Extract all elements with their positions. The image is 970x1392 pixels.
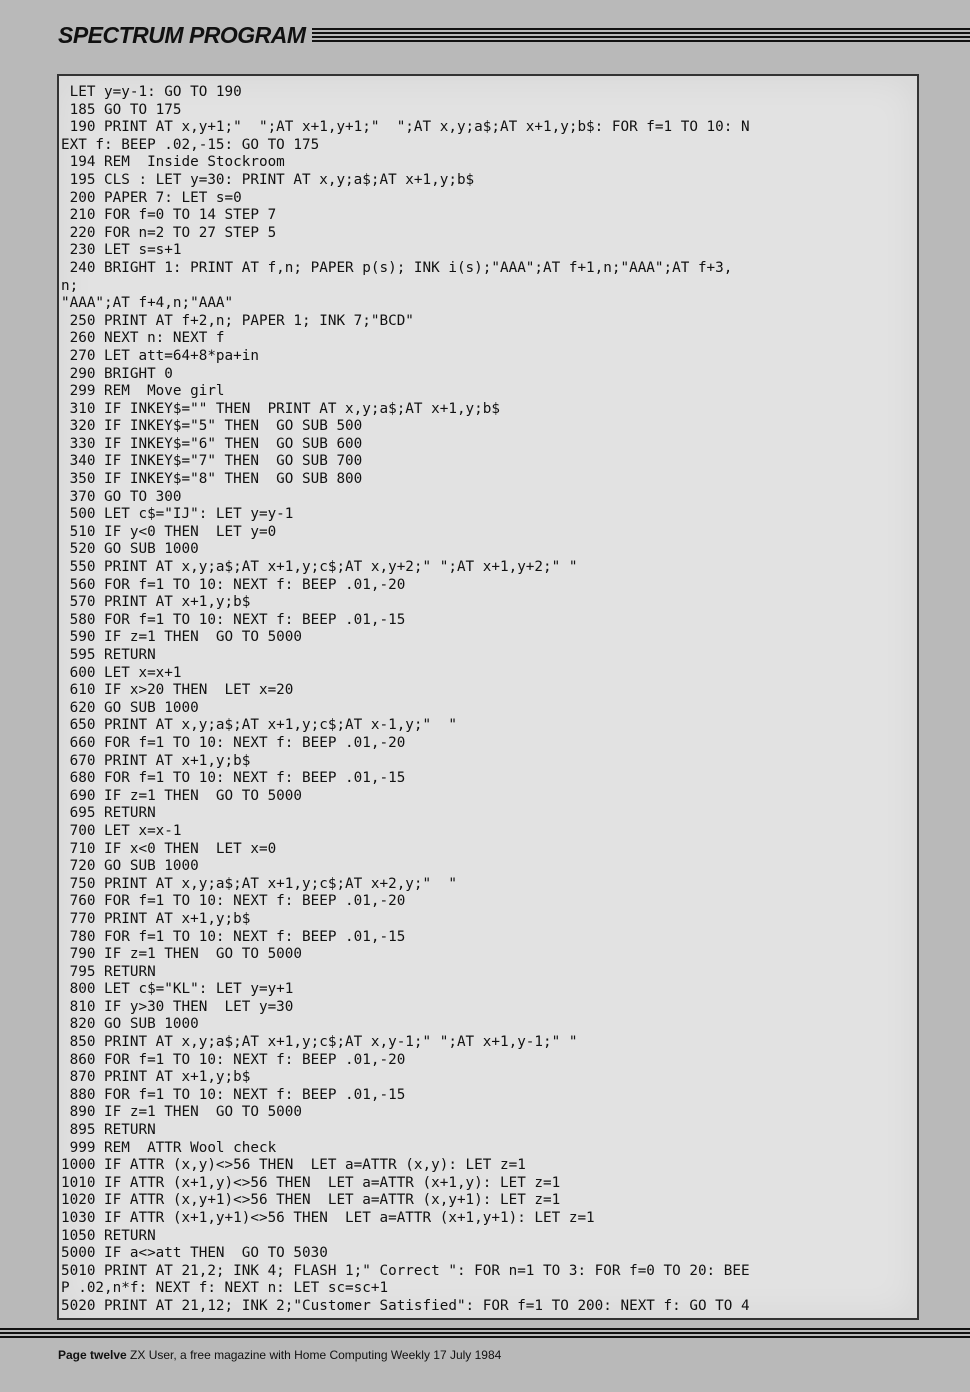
header-rule <box>312 28 970 42</box>
code-line: 795 RETURN <box>61 963 156 980</box>
footer-credit: ZX User, a free magazine with Home Computing Weekly 17 July 1984 <box>130 1348 502 1362</box>
program-listing-box <box>57 74 919 1320</box>
code-line: 220 FOR n=2 TO 27 STEP 5 <box>61 224 277 241</box>
code-line: 330 IF INKEY$="6" THEN GO SUB 600 <box>61 435 363 452</box>
footer-text <box>58 1348 501 1362</box>
code-line: 810 IF y>30 THEN LET y=30 <box>61 998 294 1015</box>
code-line: 720 GO SUB 1000 <box>61 858 199 875</box>
code-line: 700 LET x=x-1 <box>61 822 182 839</box>
code-line: EXT f: BEEP .02,-15: GO TO 175 <box>61 136 320 153</box>
code-line: 250 PRINT AT f+2,n; PAPER 1; INK 7;"BCD" <box>61 312 414 329</box>
code-line: 550 PRINT AT x,y;a$;AT x+1,y;c$;AT x,y+2;" ";AT x+1,y+2;" " <box>61 559 578 576</box>
footer-rule <box>0 1328 970 1338</box>
code-line: 660 FOR f=1 TO 10: NEXT f: BEEP .01,-20 <box>61 734 406 751</box>
code-line: 610 IF x>20 THEN LET x=20 <box>61 682 294 699</box>
code-line: 1000 IF ATTR (x,y)<>56 THEN LET a=ATTR (x,y): LET z=1 <box>61 1157 526 1174</box>
code-line: 890 IF z=1 THEN GO TO 5000 <box>61 1104 303 1121</box>
code-line: 580 FOR f=1 TO 10: NEXT f: BEEP .01,-15 <box>61 611 406 628</box>
code-line: 299 REM Move girl <box>61 383 225 400</box>
code-line: 500 LET c$="IJ": LET y=y-1 <box>61 506 294 523</box>
code-line: 310 IF INKEY$="" THEN PRINT AT x,y;a$;AT x+1,y;b$ <box>61 400 500 417</box>
code-line: 620 GO SUB 1000 <box>61 699 199 716</box>
code-line: 185 GO TO 175 <box>61 101 182 118</box>
code-line: 895 RETURN <box>61 1122 156 1139</box>
code-line: 210 FOR f=0 TO 14 STEP 7 <box>61 207 277 224</box>
code-line: 695 RETURN <box>61 805 156 822</box>
code-line: 230 LET s=s+1 <box>61 242 182 259</box>
code-line: 370 GO TO 300 <box>61 488 182 505</box>
page-label: Page twelve <box>58 1348 127 1362</box>
section-title: SPECTRUM PROGRAM <box>58 22 306 48</box>
program-listing <box>59 76 917 1316</box>
code-line: 195 CLS : LET y=30: PRINT AT x,y;a$;AT x+1,y;b$ <box>61 171 475 188</box>
code-line: LET y=y-1: GO TO 190 <box>61 84 242 100</box>
code-line: 1030 IF ATTR (x+1,y+1)<>56 THEN LET a=ATTR (x+1,y+1): LET z=1 <box>61 1210 595 1226</box>
code-line: 270 LET att=64+8*pa+in <box>61 347 259 364</box>
code-line: 5000 IF a<>att THEN GO TO 5030 <box>61 1245 328 1262</box>
code-line: 860 FOR f=1 TO 10: NEXT f: BEEP .01,-20 <box>61 1051 406 1068</box>
code-line: 999 REM ATTR Wool check <box>61 1139 277 1156</box>
code-line: 820 GO SUB 1000 <box>61 1016 199 1033</box>
code-line: 290 BRIGHT 0 <box>61 365 173 382</box>
code-line: 240 BRIGHT 1: PRINT AT f,n; PAPER p(s); INK i(s);"AAA";AT f+1,n;"AAA";AT f+3, <box>61 259 733 276</box>
code-line: 595 RETURN <box>61 647 156 663</box>
code-line: 870 PRINT AT x+1,y;b$ <box>61 1069 251 1086</box>
page-footer <box>0 1328 970 1388</box>
code-line: P .02,n*f: NEXT f: NEXT n: LET sc=sc+1 <box>61 1280 389 1297</box>
code-line: 600 LET x=x+1 <box>61 664 182 681</box>
code-line: 320 IF INKEY$="5" THEN GO SUB 500 <box>61 418 363 435</box>
code-line: 790 IF z=1 THEN GO TO 5000 <box>61 946 303 963</box>
code-line: 800 LET c$="KL": LET y=y+1 <box>61 981 294 998</box>
code-line: 570 PRINT AT x+1,y;b$ <box>61 594 251 611</box>
code-line: 850 PRINT AT x,y;a$;AT x+1,y;c$;AT x,y-1;" ";AT x+1,y-1;" " <box>61 1034 578 1051</box>
page-header <box>0 18 970 58</box>
code-line: 1020 IF ATTR (x,y+1)<>56 THEN LET a=ATTR (x,y+1): LET z=1 <box>61 1192 561 1209</box>
code-line: 5020 PRINT AT 21,12; INK 2;"Customer Satisfied": FOR f=1 TO 200: NEXT f: GO TO 4 <box>61 1297 750 1314</box>
code-line: 350 IF INKEY$="8" THEN GO SUB 800 <box>61 471 363 488</box>
code-line: 194 REM Inside Stockroom <box>61 154 285 171</box>
code-line: 880 FOR f=1 TO 10: NEXT f: BEEP .01,-15 <box>61 1086 406 1103</box>
code-line: 680 FOR f=1 TO 10: NEXT f: BEEP .01,-15 <box>61 770 406 787</box>
code-line: 760 FOR f=1 TO 10: NEXT f: BEEP .01,-20 <box>61 893 406 910</box>
code-line: 780 FOR f=1 TO 10: NEXT f: BEEP .01,-15 <box>61 928 406 945</box>
code-line: 5010 PRINT AT 21,2; INK 4; FLASH 1;" Correct ": FOR n=1 TO 3: FOR f=0 TO 20: BEE <box>61 1262 750 1279</box>
code-line: 260 NEXT n: NEXT f <box>61 330 225 347</box>
code-line: 770 PRINT AT x+1,y;b$ <box>61 910 251 927</box>
code-line: 1050 RETURN <box>61 1227 156 1244</box>
code-line: 690 IF z=1 THEN GO TO 5000 <box>61 787 303 804</box>
code-line: 520 GO SUB 1000 <box>61 541 199 558</box>
code-line: "AAA";AT f+4,n;"AAA" <box>61 295 234 312</box>
code-line: 710 IF x<0 THEN LET x=0 <box>61 840 277 857</box>
code-line: n; <box>61 277 79 294</box>
code-line: 750 PRINT AT x,y;a$;AT x+1,y;c$;AT x+2,y;" " <box>61 875 457 892</box>
code-line: 190 PRINT AT x,y+1;" ";AT x+1,y+1;" ";AT x,y;a$;AT x+1,y;b$: FOR f=1 TO 10: N <box>61 119 750 136</box>
code-line: 340 IF INKEY$="7" THEN GO SUB 700 <box>61 453 363 470</box>
code-line: 560 FOR f=1 TO 10: NEXT f: BEEP .01,-20 <box>61 576 406 593</box>
code-line: 590 IF z=1 THEN GO TO 5000 <box>61 629 303 646</box>
code-line: 1010 IF ATTR (x+1,y)<>56 THEN LET a=ATTR (x+1,y): LET z=1 <box>61 1174 561 1191</box>
code-line: 200 PAPER 7: LET s=0 <box>61 189 242 206</box>
code-line: 650 PRINT AT x,y;a$;AT x+1,y;c$;AT x-1,y;" " <box>61 717 457 734</box>
code-line: 510 IF y<0 THEN LET y=0 <box>61 523 277 540</box>
code-line: 670 PRINT AT x+1,y;b$ <box>61 752 251 769</box>
